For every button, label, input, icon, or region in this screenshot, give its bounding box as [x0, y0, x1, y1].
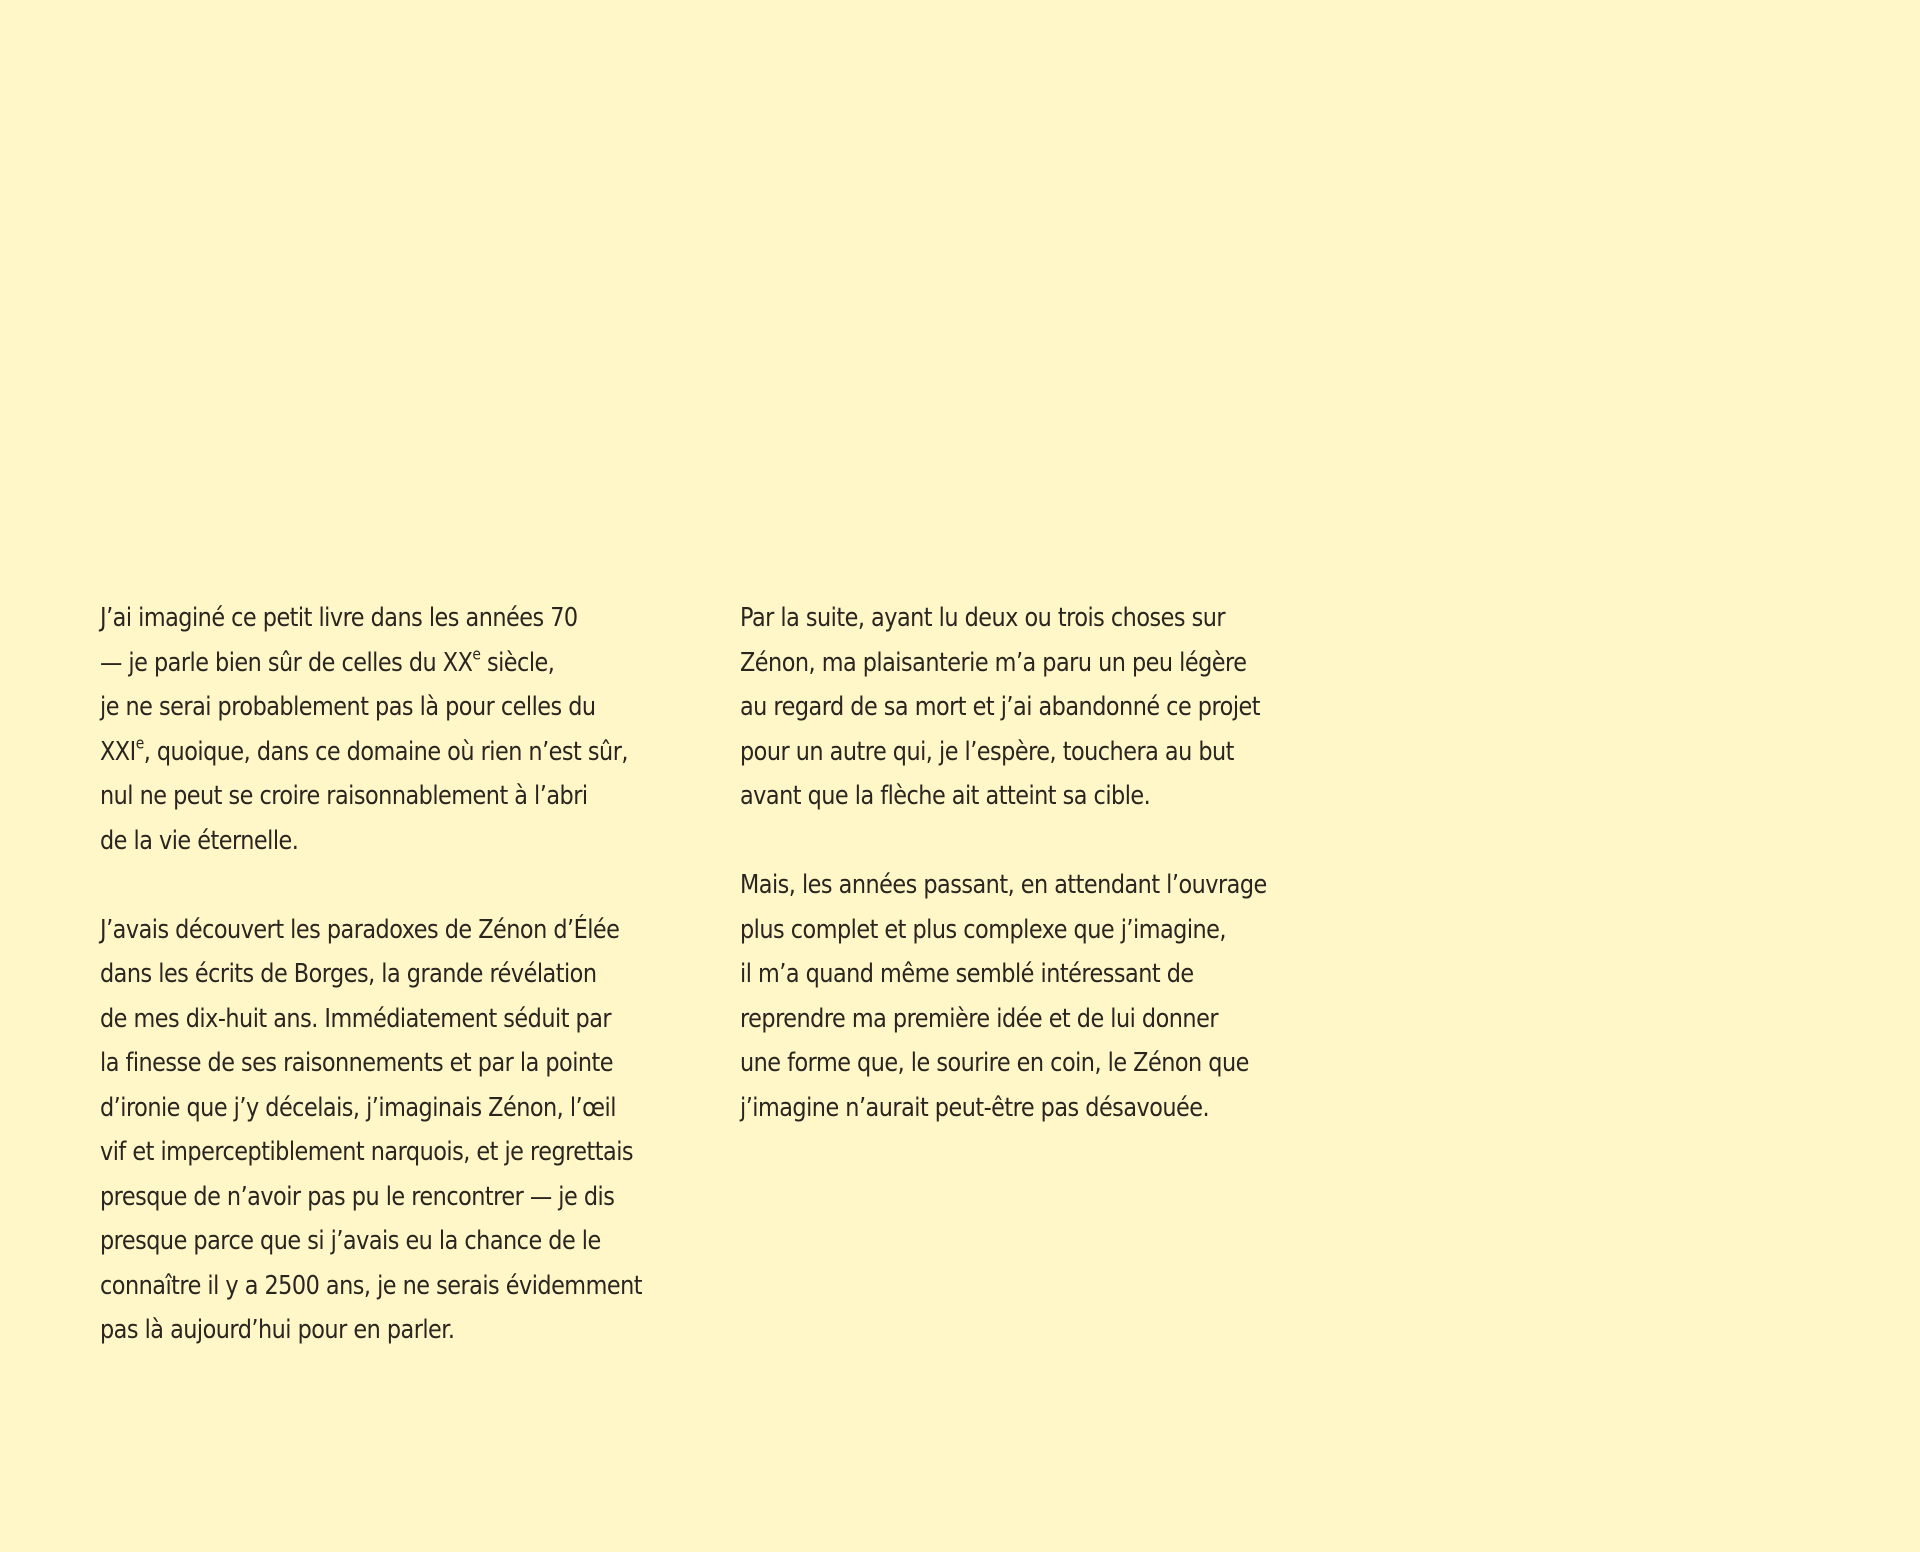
text-line: J’avais découvert les paradoxes de Zénon d’Élée: [100, 914, 620, 945]
text-line: la finesse de ses raisonnements et par la pointe: [100, 1048, 614, 1078]
text-line: J’ai imaginé ce petit livre dans les années 70: [100, 603, 578, 633]
left-text-column: [100, 596, 643, 1353]
text-fragment: , quoique, dans ce domaine où rien n’est sûr,: [143, 736, 628, 767]
text-line: une forme que, le sourire en coin, le Zénon que: [740, 1048, 1249, 1078]
text-line: je ne serai probablement pas là pour celles du: [100, 692, 596, 722]
text-fragment: siècle,: [480, 647, 555, 678]
text-fragment: — je parle bien sûr de celles du XX: [100, 647, 473, 678]
text-line: j’imagine n’aurait peut-être pas désavouée.: [740, 1092, 1210, 1123]
paragraph: [740, 863, 1273, 1130]
text-line: avant que la flèche ait atteint sa cible.: [740, 781, 1151, 811]
paragraph: [740, 596, 1273, 819]
text-line: Zénon, ma plaisanterie m’a paru un peu légère: [740, 647, 1247, 678]
text-line: Mais, les années passant, en attendant l’ouvrage: [740, 870, 1267, 900]
paragraph: [100, 596, 633, 863]
text-line: vif et imperceptiblement narquois, et je regrettais: [100, 1137, 634, 1167]
text-line: dans les écrits de Borges, la grande révélation: [100, 959, 597, 989]
text-line: reprendre ma première idée et de lui donner: [740, 1003, 1218, 1034]
text-line: nul ne peut se croire raisonnablement à l’abri: [100, 781, 588, 811]
text-line: [100, 641, 633, 686]
text-line: presque de n’avoir pas pu le rencontrer — je dis: [100, 1181, 615, 1212]
superscript: e: [135, 733, 144, 753]
text-line: de mes dix-huit ans. Immédiatement séduit par: [100, 1003, 612, 1034]
text-line: au regard de sa mort et j’ai abandonné ce projet: [740, 692, 1261, 722]
paragraph: [100, 908, 643, 1353]
text-line: d’ironie que j’y décelais, j’imaginais Zénon, l’œil: [100, 1092, 616, 1123]
text-fragment: XXI: [100, 736, 136, 767]
text-line: connaître il y a 2500 ans, je ne serais évidemment: [100, 1270, 643, 1301]
text-line: Par la suite, ayant lu deux ou trois choses sur: [740, 603, 1226, 633]
text-line: presque parce que si j’avais eu la chance de le: [100, 1226, 601, 1256]
text-line: plus complet et plus complexe que j’imagine,: [740, 914, 1227, 945]
text-line: [100, 730, 633, 775]
text-line: de la vie éternelle.: [100, 825, 299, 856]
text-line: il m’a quand même semblé intéressant de: [740, 959, 1194, 989]
text-line: pour un autre qui, je l’espère, touchera au but: [740, 736, 1234, 767]
text-line: pas là aujourd’hui pour en parler.: [100, 1315, 455, 1345]
right-text-column: [740, 596, 1273, 1130]
superscript: e: [472, 644, 481, 664]
